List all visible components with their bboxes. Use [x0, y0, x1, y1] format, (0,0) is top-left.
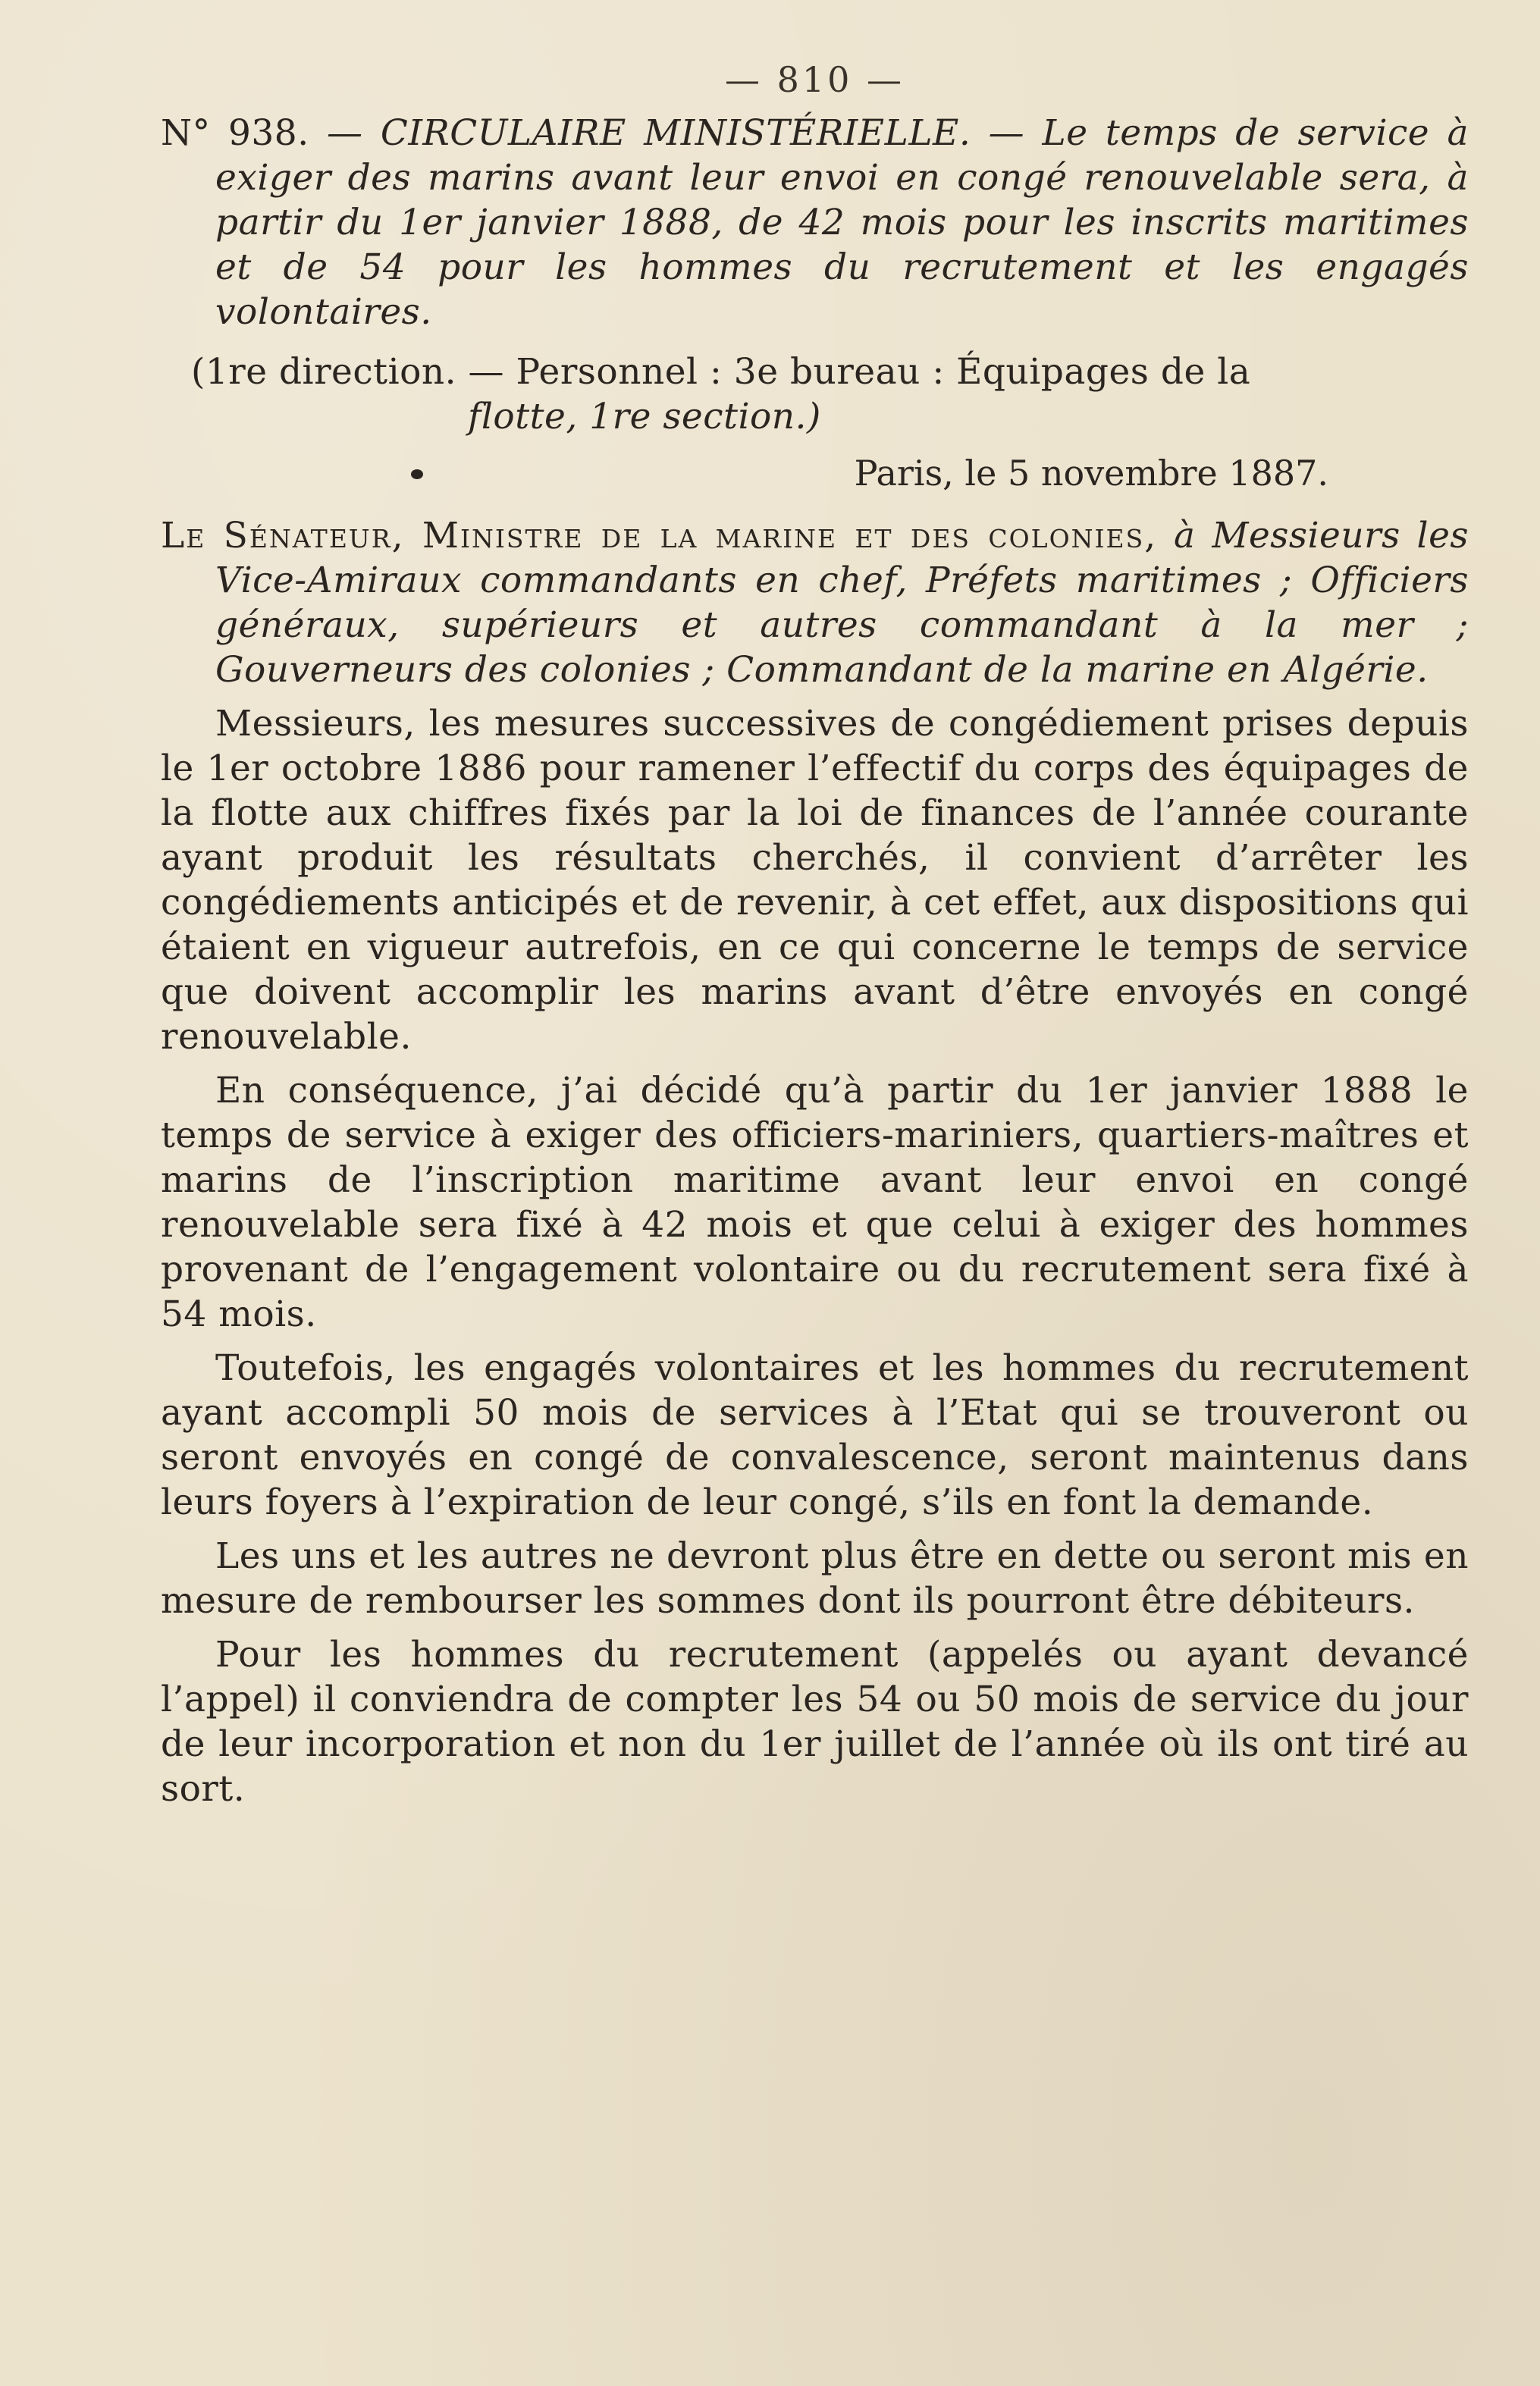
body-paragraph: Toutefois, les engagés volontaires et les hommes du recrutement ayant accompli 50 mois de services à l’Etat qui se trouveront ou seront envoyés en congé de convalescence, seront maintenus dans leurs foyers à l’expiration de leur congé, s’ils en font la demande.	[161, 1347, 1469, 1523]
body-paragraph: En conséquence, j’ai décidé qu’à partir du 1er janvier 1888 le temps de service à exiger des officiers-mariniers, quartiers-maîtres et marins de l’inscription maritime avant leur envoi en congé renouvelable sera fixé à 42 mois et que celui à exiger des hommes provenant de l’engagement volontaire ou du recrutement sera fixé à 54 mois.	[161, 1070, 1469, 1335]
bullet-mark	[411, 469, 423, 479]
body-paragraph: Les uns et les autres ne devront plus être en dette ou seront mis en mesure de rembourser les sommes dont ils pourront être débiteurs.	[161, 1535, 1469, 1622]
circular-title: — CIRCULAIRE MINISTÉRIELLE.	[327, 112, 971, 154]
address-sender: Le Sénateur, Ministre de la marine et des colonies,	[161, 515, 1158, 557]
direction-line-1: (1re direction. — Personnel : 3e bureau : Équipages de la	[191, 351, 1251, 393]
document-page	[161, 59, 1469, 1811]
page-number: — 810 —	[724, 59, 905, 100]
address-recipients: à Messieurs les Vice-Amiraux commandants en chef, Préfets maritimes ; Officiers généraux, supérieurs et autres commandant à la mer ; Gouverneurs des colonies ; Commandant de la marine en Algérie.	[215, 515, 1469, 691]
circular-header	[161, 111, 1469, 334]
direction-block	[161, 350, 1469, 439]
body-paragraph: Pour les hommes du recrutement (appelés ou ayant devancé l’appel) il conviendra de compter les 54 ou 50 mois de service du jour de leur incorporation et non du 1er juillet de l’année où ils ont tiré au sort.	[161, 1634, 1469, 1810]
date-line-container	[161, 453, 1469, 494]
address-block	[161, 513, 1469, 692]
circular-number: N° 938.	[161, 112, 309, 154]
direction-line-2: flotte, 1re section.)	[468, 396, 821, 437]
body-paragraph: Messieurs, les mesures successives de congédiement prises depuis le 1er octobre 1886 pour ramener l’effectif du corps des équipages de la flotte aux chiffres fixés par la loi de finances de l’année courante ayant produit les résultats cherchés, il convient d’arrêter les congédiements anticipés et de revenir, à cet effet, aux dispositions qui étaient en vigueur autrefois, en ce qui concerne le temps de service que doivent accomplir les marins avant d’être envoyés en congé renouvelable.	[161, 703, 1469, 1058]
date-line: Paris, le 5 novembre 1887.	[854, 453, 1328, 494]
circular-summary: — Le temps de service à exiger des marins avant leur envoi en congé renouvelable sera, à partir du 1er janvier 1888, de 42 mois pour les inscrits maritimes et de 54 pour les hommes du recrutement et les engagés volontaires.	[215, 112, 1469, 333]
